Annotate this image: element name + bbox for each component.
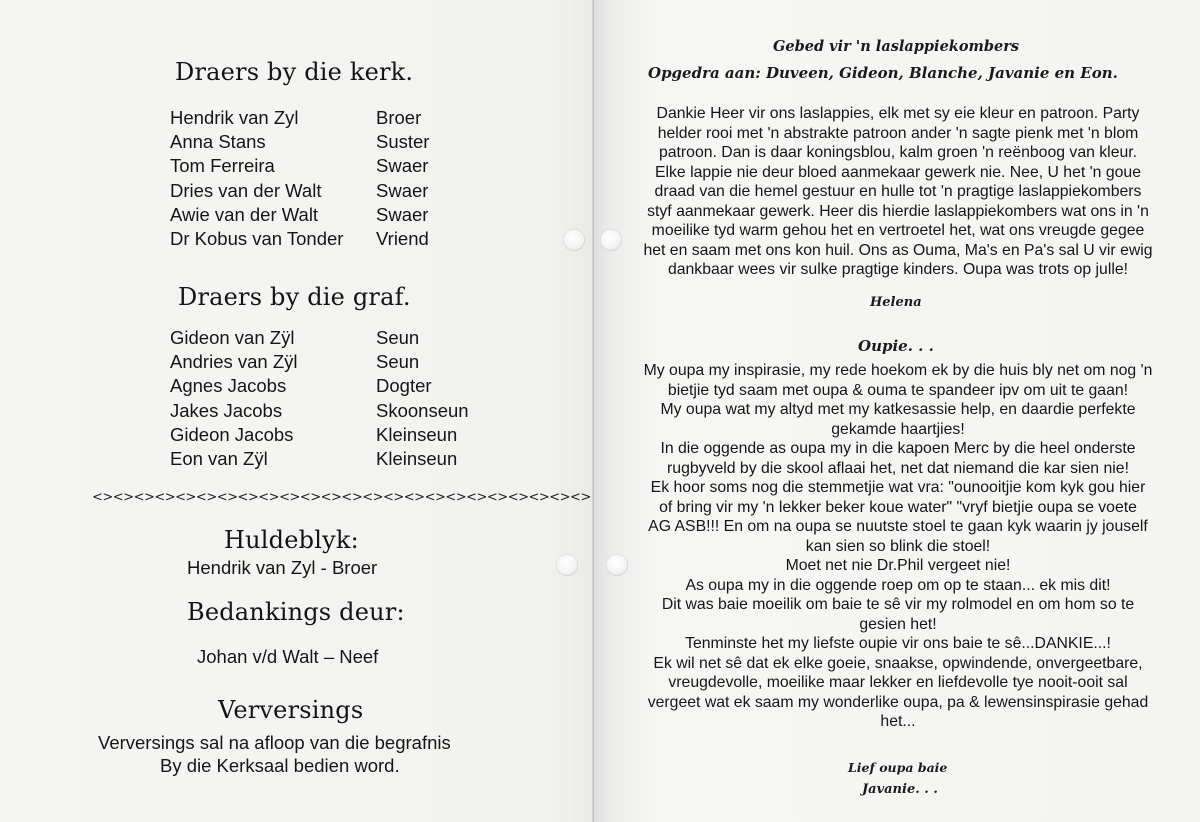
text-line: dankbaar wees vir sulke pragtige kinders. Oupa was trots op julle! <box>667 261 1129 278</box>
table-row <box>170 399 469 423</box>
bearer-role: Seun <box>376 327 420 348</box>
prayer-title: Gebed vir 'n laslappiekombers <box>773 38 1020 55</box>
text-line: vreugdevolle, moeilike maar lekker en liefdevolle tye nooit-ooit sal <box>668 674 1128 691</box>
text-line: gekamde haartjies! <box>831 420 965 438</box>
text-line: helder rooi met 'n abstrakte patroon ander 'n sagte pienk met 'n blom <box>657 124 1139 142</box>
text-line: As oupa my in die oggende roep om op te staan... ek mis dit! <box>685 576 1111 594</box>
prayer-text <box>612 104 1184 280</box>
text-line: het... <box>880 713 916 730</box>
thanks-heading: Bedankings deur: <box>187 598 405 626</box>
table-row <box>170 179 429 203</box>
text-line: styf aanmekaar gewerk. Heer dis hierdie laslappiekombers wat ons in 'n <box>647 202 1149 220</box>
church-bearers-heading: Draers by die kerk. <box>175 58 414 86</box>
bearer-name: Agnes Jacobs <box>170 375 287 397</box>
grave-bearers-heading: Draers by die graf. <box>178 283 411 311</box>
bearer-role: Broer <box>376 107 422 128</box>
text-line: gesien het! <box>859 615 937 633</box>
left-page <box>0 0 594 822</box>
bearer-name: Awie van der Walt <box>170 203 319 225</box>
text-line: Ek wil net sê dat ek elke goeie, snaakse, opwindende, onvergeetbare, <box>653 654 1143 672</box>
table-row <box>170 350 469 374</box>
table-row <box>170 374 469 398</box>
bearer-name: Dries van der Walt <box>170 179 322 201</box>
text-line: bietjie tyd saam met oupa & ouma te spandeer ipv om uit te gaan! <box>667 381 1129 399</box>
bearer-name: Anna Stans <box>170 131 266 153</box>
punch-hole <box>563 229 585 251</box>
table-row <box>170 227 429 251</box>
oupie-text <box>612 361 1184 732</box>
text-line: kan sien so blink die stoel! <box>805 537 991 555</box>
text-line: patroon. Dan is daar koningsblou, kalm groen 'n reënboog van kleur. <box>658 144 1138 161</box>
refreshments-line-1: Verversings sal na afloop van die begrafnis <box>98 732 451 753</box>
bearer-role: Swaer <box>376 203 429 225</box>
bearer-name: Tom Ferreira <box>170 155 275 177</box>
thanks-text: Johan v/d Walt – Neef <box>197 646 379 667</box>
oupie-title: Oupie. . . <box>858 337 934 355</box>
text-line: moeilike tyd warm gehou het en vertroetel het, wat ons vreugde gegee <box>651 222 1145 239</box>
bearer-role: Seun <box>376 351 420 373</box>
text-line: My oupa my inspirasie, my rede hoekom ek by die huis bly net om nog 'n <box>643 362 1153 379</box>
signature-helena: Helena <box>870 295 922 310</box>
text-line: het en saam met ons kon huil. Ons as Ouma, Ma's en Pa's sal U vir ewig <box>643 241 1153 259</box>
bearer-role: Kleinseun <box>376 423 458 445</box>
punch-hole <box>556 554 578 576</box>
bearer-name: Jakes Jacobs <box>170 399 283 421</box>
table-row <box>170 106 429 130</box>
bearer-name: Gideon van Zÿl <box>170 327 295 348</box>
text-line: Dit was baie moeilik om baie te sê vir my rolmodel en om hom so te <box>661 596 1135 613</box>
bearer-role: Vriend <box>376 228 429 250</box>
table-row <box>170 423 469 447</box>
text-line: Dankie Heer vir ons laslappies, elk met sy eie kleur en patroon. Party <box>656 105 1140 122</box>
church-bearers-table <box>170 106 429 251</box>
bearer-name: Andries van Zÿl <box>170 351 298 373</box>
dedication-line: Opgedra aan: Duveen, Gideon, Blanche, Javanie en Eon. <box>648 64 1118 82</box>
grave-bearers-table <box>170 326 469 471</box>
text-line: Moet net nie Dr.Phil vergeet nie! <box>785 557 1011 574</box>
bearer-name: Hendrik van Zyl <box>170 107 299 128</box>
text-line: In die oggende as oupa my in die kapoen Merc by die heel onderste <box>660 440 1136 457</box>
bearer-role: Swaer <box>376 179 429 201</box>
table-row <box>170 203 429 227</box>
bearer-role: Suster <box>376 131 430 153</box>
bearer-name: Eon van Zÿl <box>170 448 268 470</box>
tribute-heading: Huldeblyk: <box>224 526 359 554</box>
tribute-text: Hendrik van Zyl - Broer <box>187 557 378 578</box>
text-line: Elke lappie nie deur bloed aanmekaar gewerk nie. Nee, U het 'n goue <box>654 163 1141 181</box>
bearer-role: Dogter <box>376 375 432 397</box>
refreshments-heading: Verversings <box>218 696 364 724</box>
text-line: rugbyveld by die skool aflaai het, net dat niemand die kar sien nie! <box>667 459 1129 477</box>
table-row <box>170 326 469 350</box>
bearer-role: Kleinseun <box>376 448 458 470</box>
text-line: Ek hoor soms nog die stemmetjie wat vra: "ounooitjie kom kyk gou hier <box>650 479 1146 496</box>
table-row <box>170 447 469 471</box>
closing-line: Lief oupa baie <box>848 760 948 775</box>
ornamental-divider: <><><><><><><><><><><><><><><><><><><><><><><><> <box>92 490 591 505</box>
text-line: AG ASB!!! En om na oupa se nuutste stoel te gaan kyk waarin jy jouself <box>648 518 1148 535</box>
bearer-name: Dr Kobus van Tonder <box>170 228 344 250</box>
refreshments-line-2: By die Kerksaal bedien word. <box>160 755 400 776</box>
bearer-role: Swaer <box>376 155 429 177</box>
bearer-name: Gideon Jacobs <box>170 423 294 445</box>
text-line: of bring vir my 'n lekker beker koue water" "vryf bietjie oupa se voete <box>659 498 1137 516</box>
bearer-role: Skoonseun <box>376 399 469 421</box>
text-line: My oupa wat my altyd met my katkesassie help, en daardie perfekte <box>660 401 1136 418</box>
table-row <box>170 130 429 154</box>
signature-javanie: Javanie. . . <box>862 782 938 797</box>
text-line: draad van die hemel gestuur en hulle tot 'n pragtige laslappiekombers <box>654 183 1142 200</box>
table-row <box>170 154 429 178</box>
text-line: vergeet wat ek saam my wonderlike oupa, pa & lewensinspirasie gehad <box>647 693 1149 711</box>
text-line: Tenminste het my liefste oupie vir ons baie te sê...DANKIE...! <box>685 635 1111 652</box>
